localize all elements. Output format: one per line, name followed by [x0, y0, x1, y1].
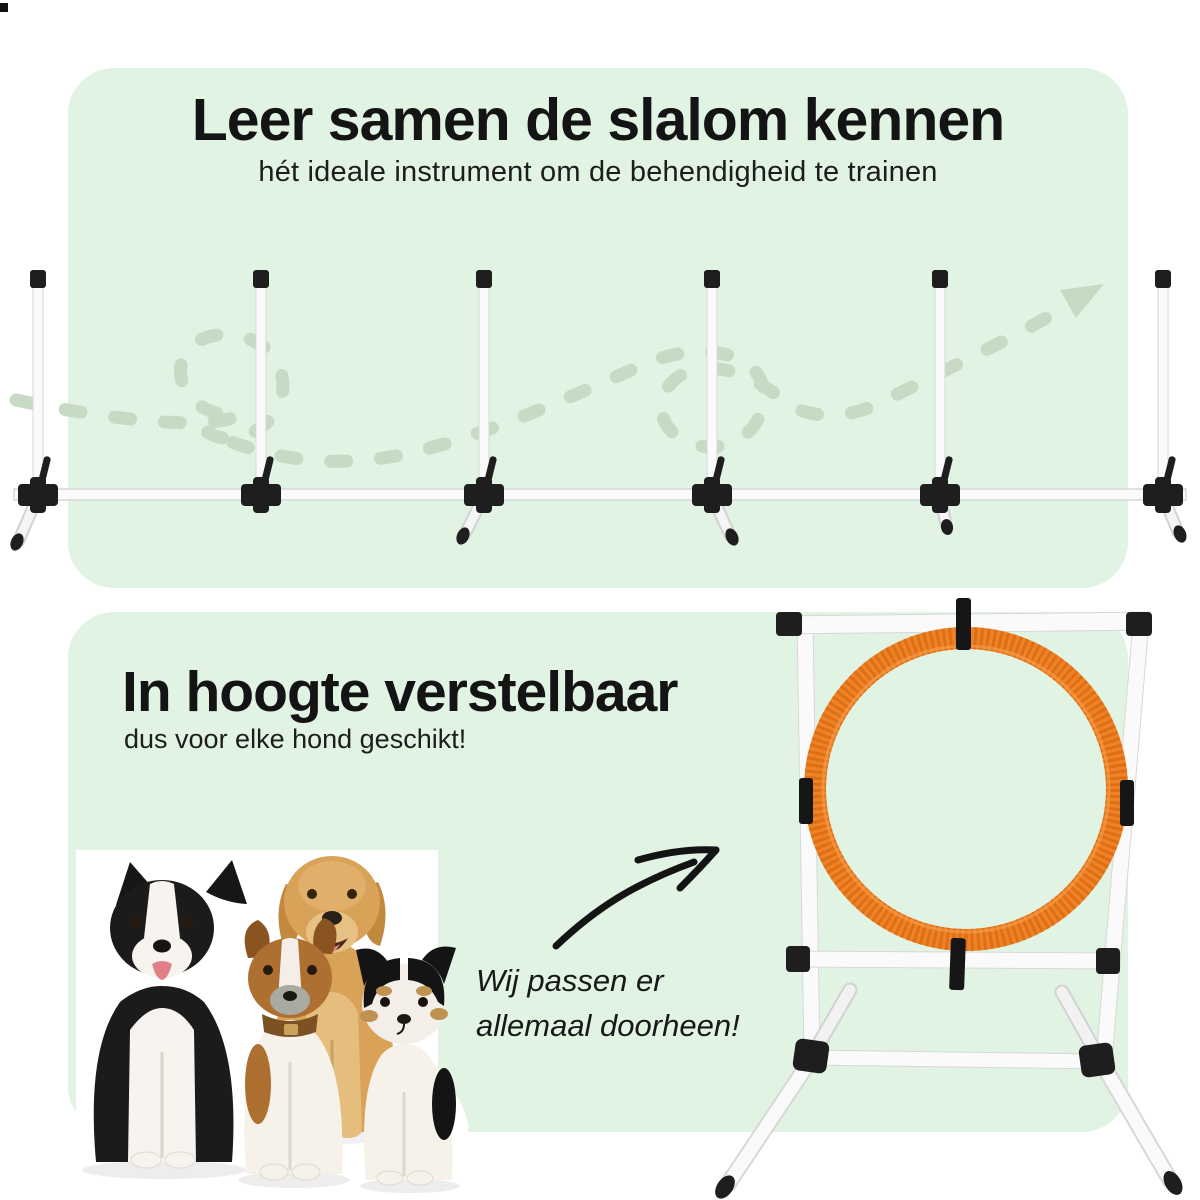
- hoop-ring: [815, 638, 1117, 940]
- route-arrowhead-icon: [1060, 284, 1104, 318]
- dogs-photo: [76, 850, 472, 1200]
- annotation-note-line2: allemaal doorheen!: [476, 1008, 740, 1043]
- bottom-section-title: In hoogte verstelbaar: [122, 660, 678, 724]
- slalom-base-bar: [14, 489, 1186, 500]
- annotation-note: [476, 958, 776, 1048]
- slalom-poles-illustration: [8, 270, 1189, 553]
- top-section-subtitle: hét ideale instrument om de behendigheid te trainen: [258, 156, 938, 188]
- slalom-pole: [33, 286, 1168, 489]
- bottom-section-subtitle: dus voor elke hond geschikt!: [124, 724, 467, 754]
- pole-top-caps: [30, 270, 1171, 288]
- hand-drawn-arrow-icon: [556, 850, 716, 946]
- top-section-title: Leer samen de slalom kennen: [191, 87, 1005, 153]
- hoop-lower-bar: [806, 1050, 1104, 1069]
- annotation-note-line1: Wij passen er: [476, 963, 664, 998]
- pole-base-joints: [18, 456, 1183, 513]
